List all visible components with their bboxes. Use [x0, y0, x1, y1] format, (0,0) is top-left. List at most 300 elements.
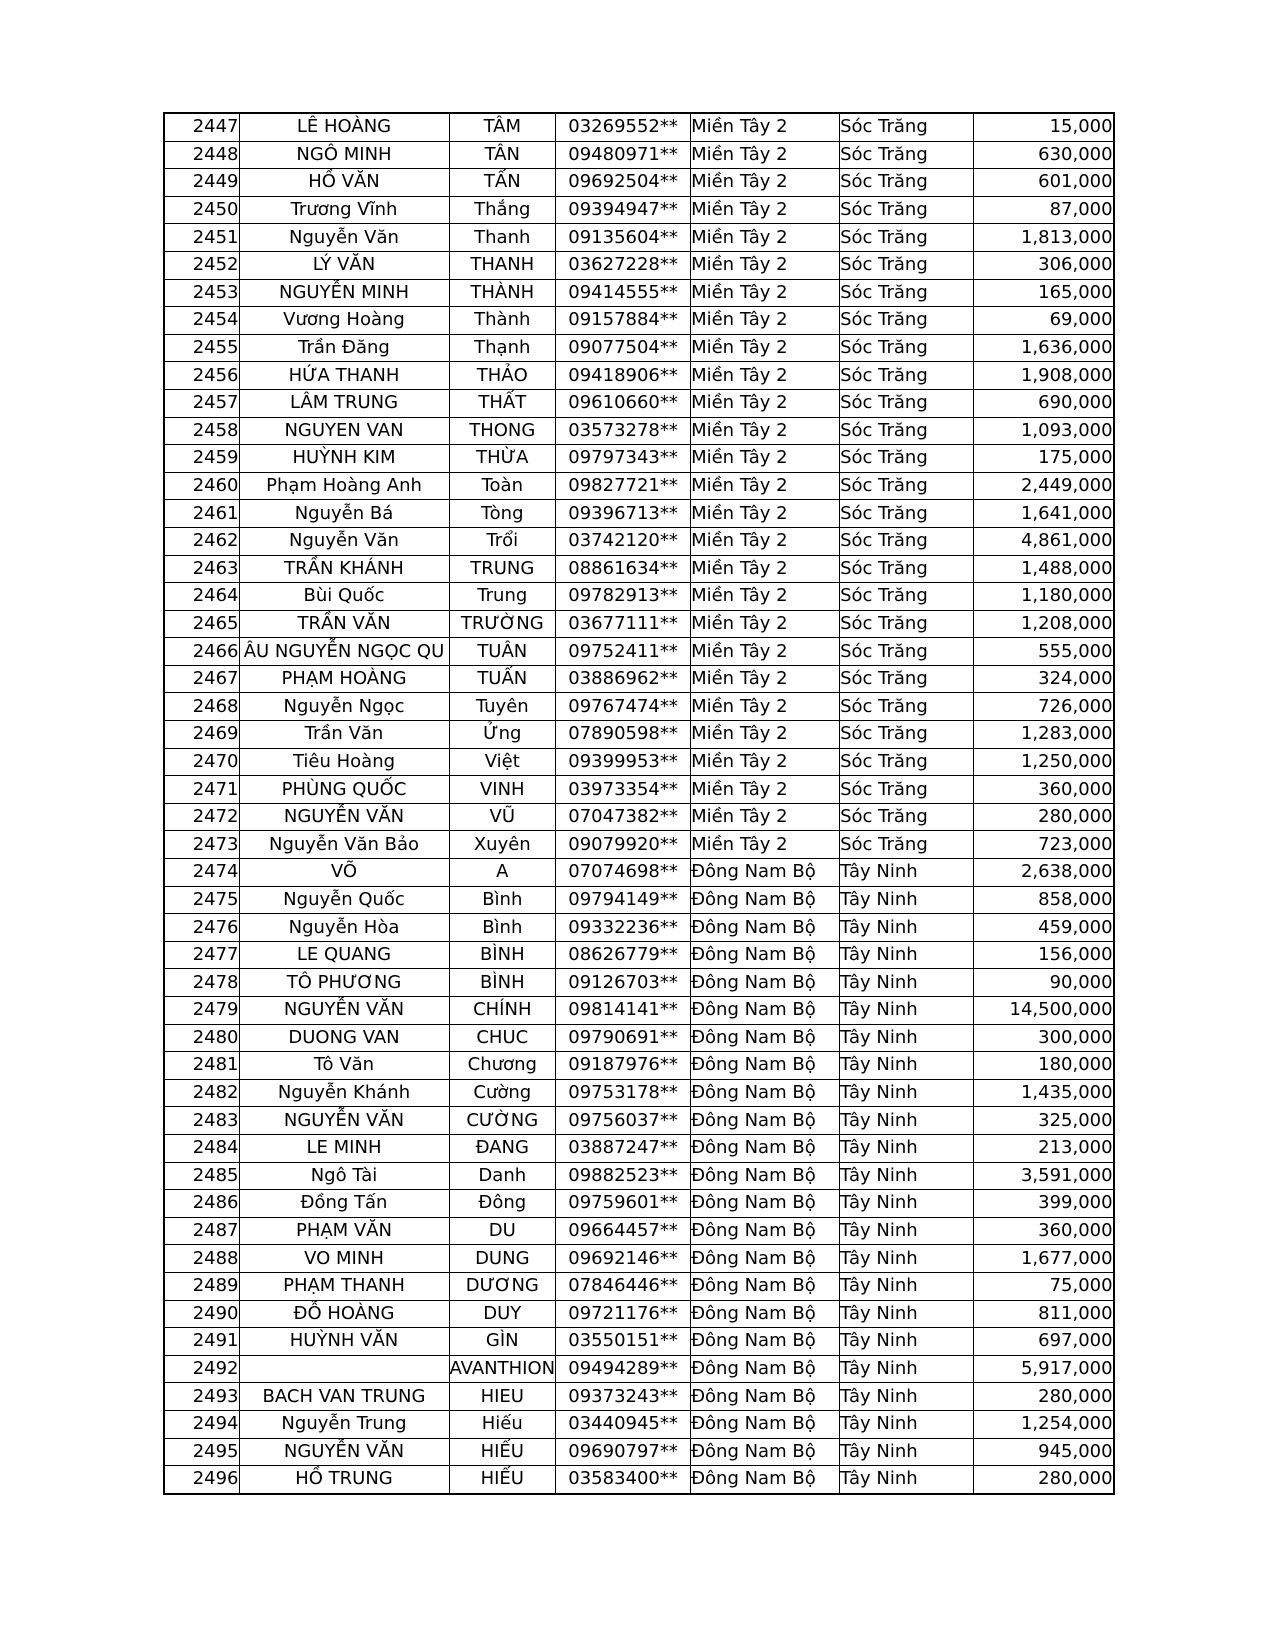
amount-cell: 14,500,000 — [974, 997, 1114, 1025]
region-cell: Đông Nam Bộ — [691, 1438, 840, 1466]
first-name-cell: Thắng — [449, 196, 556, 224]
row-number: 2489 — [164, 1272, 239, 1300]
province-cell: Sóc Trăng — [840, 251, 974, 279]
row-number: 2486 — [164, 1190, 239, 1218]
row-number: 2478 — [164, 969, 239, 997]
amount-cell: 175,000 — [974, 445, 1114, 473]
region-cell: Miền Tây 2 — [691, 169, 840, 197]
amount-cell: 4,861,000 — [974, 527, 1114, 555]
amount-cell: 1,180,000 — [974, 583, 1114, 611]
amount-cell: 75,000 — [974, 1272, 1114, 1300]
table-row — [164, 196, 1114, 224]
last-name-cell — [239, 1355, 449, 1383]
first-name-cell: Tuyên — [449, 693, 556, 721]
last-name-cell: NGUYỄN VĂN — [239, 803, 449, 831]
row-number: 2491 — [164, 1328, 239, 1356]
first-name-cell: AVANTHION — [449, 1355, 556, 1383]
row-number: 2468 — [164, 693, 239, 721]
province-cell: Sóc Trăng — [840, 169, 974, 197]
amount-cell: 3,591,000 — [974, 1162, 1114, 1190]
last-name-cell: ĐỖ HOÀNG — [239, 1300, 449, 1328]
phone-cell: 09782913** — [556, 583, 691, 611]
province-cell: Sóc Trăng — [840, 555, 974, 583]
amount-cell: 360,000 — [974, 776, 1114, 804]
phone-cell: 09794149** — [556, 886, 691, 914]
amount-cell: 5,917,000 — [974, 1355, 1114, 1383]
first-name-cell: CHÍNH — [449, 997, 556, 1025]
region-cell: Đông Nam Bộ — [691, 1217, 840, 1245]
row-number: 2461 — [164, 500, 239, 528]
amount-cell: 165,000 — [974, 279, 1114, 307]
row-number: 2476 — [164, 914, 239, 942]
last-name-cell: LE MINH — [239, 1134, 449, 1162]
phone-cell: 09332236** — [556, 914, 691, 942]
first-name-cell: Hiếu — [449, 1410, 556, 1438]
first-name-cell: THỪA — [449, 445, 556, 473]
first-name-cell: DUNG — [449, 1245, 556, 1273]
first-name-cell: DUY — [449, 1300, 556, 1328]
row-number: 2495 — [164, 1438, 239, 1466]
amount-cell: 69,000 — [974, 307, 1114, 335]
first-name-cell: CƯỜNG — [449, 1107, 556, 1135]
region-cell: Đông Nam Bộ — [691, 1190, 840, 1218]
first-name-cell: Trung — [449, 583, 556, 611]
last-name-cell: LÊ HOÀNG — [239, 113, 449, 141]
first-name-cell: HIẾU — [449, 1438, 556, 1466]
amount-cell: 697,000 — [974, 1328, 1114, 1356]
first-name-cell: TÂN — [449, 141, 556, 169]
row-number: 2455 — [164, 334, 239, 362]
region-cell: Miền Tây 2 — [691, 141, 840, 169]
last-name-cell: Tô Văn — [239, 1052, 449, 1080]
phone-cell: 03886962** — [556, 665, 691, 693]
phone-cell: 07047382** — [556, 803, 691, 831]
last-name-cell: Trần Văn — [239, 721, 449, 749]
table-row — [164, 527, 1114, 555]
province-cell: Tây Ninh — [840, 914, 974, 942]
phone-cell: 03269552** — [556, 113, 691, 141]
phone-cell: 03440945** — [556, 1410, 691, 1438]
table-row — [164, 859, 1114, 887]
province-cell: Tây Ninh — [840, 941, 974, 969]
region-cell: Miền Tây 2 — [691, 831, 840, 859]
last-name-cell: TRẦN KHÁNH — [239, 555, 449, 583]
row-number: 2449 — [164, 169, 239, 197]
phone-cell: 09767474** — [556, 693, 691, 721]
province-cell: Sóc Trăng — [840, 389, 974, 417]
last-name-cell: PHẠM HOÀNG — [239, 665, 449, 693]
region-cell: Miền Tây 2 — [691, 279, 840, 307]
province-cell: Tây Ninh — [840, 1328, 974, 1356]
phone-cell: 09882523** — [556, 1162, 691, 1190]
table-row — [164, 224, 1114, 252]
phone-cell: 09187976** — [556, 1052, 691, 1080]
amount-cell: 1,208,000 — [974, 610, 1114, 638]
last-name-cell: Nguyễn Trung — [239, 1410, 449, 1438]
row-number: 2457 — [164, 389, 239, 417]
region-cell: Đông Nam Bộ — [691, 1245, 840, 1273]
province-cell: Sóc Trăng — [840, 693, 974, 721]
row-number: 2496 — [164, 1466, 239, 1494]
row-number: 2479 — [164, 997, 239, 1025]
last-name-cell: Bùi Quốc — [239, 583, 449, 611]
region-cell: Miền Tây 2 — [691, 803, 840, 831]
first-name-cell: HIẾU — [449, 1466, 556, 1494]
region-cell: Miền Tây 2 — [691, 583, 840, 611]
region-cell: Đông Nam Bộ — [691, 1079, 840, 1107]
last-name-cell: Nguyễn Văn Bảo — [239, 831, 449, 859]
row-number: 2454 — [164, 307, 239, 335]
last-name-cell: Nguyễn Ngọc — [239, 693, 449, 721]
row-number: 2477 — [164, 941, 239, 969]
phone-cell: 08626779** — [556, 941, 691, 969]
first-name-cell: VŨ — [449, 803, 556, 831]
first-name-cell: GÌN — [449, 1328, 556, 1356]
province-cell: Tây Ninh — [840, 1410, 974, 1438]
first-name-cell: THÀNH — [449, 279, 556, 307]
first-name-cell: HIEU — [449, 1383, 556, 1411]
row-number: 2451 — [164, 224, 239, 252]
first-name-cell: CHUC — [449, 1024, 556, 1052]
phone-cell: 09157884** — [556, 307, 691, 335]
phone-cell: 09610660** — [556, 389, 691, 417]
province-cell: Sóc Trăng — [840, 445, 974, 473]
phone-cell: 09394947** — [556, 196, 691, 224]
row-number: 2473 — [164, 831, 239, 859]
phone-cell: 03973354** — [556, 776, 691, 804]
phone-cell: 03627228** — [556, 251, 691, 279]
last-name-cell: Nguyễn Khánh — [239, 1079, 449, 1107]
phone-cell: 09814141** — [556, 997, 691, 1025]
table-row — [164, 279, 1114, 307]
province-cell: Sóc Trăng — [840, 279, 974, 307]
table-row — [164, 417, 1114, 445]
phone-cell: 09126703** — [556, 969, 691, 997]
region-cell: Miền Tây 2 — [691, 776, 840, 804]
first-name-cell: TUÂN — [449, 638, 556, 666]
amount-cell: 1,250,000 — [974, 748, 1114, 776]
amount-cell: 324,000 — [974, 665, 1114, 693]
last-name-cell: Nguyễn Văn — [239, 224, 449, 252]
region-cell: Đông Nam Bộ — [691, 941, 840, 969]
region-cell: Đông Nam Bộ — [691, 1466, 840, 1494]
region-cell: Đông Nam Bộ — [691, 1383, 840, 1411]
last-name-cell: NGUYỄN MINH — [239, 279, 449, 307]
phone-cell: 09396713** — [556, 500, 691, 528]
table-row — [164, 113, 1114, 141]
phone-cell: 09077504** — [556, 334, 691, 362]
last-name-cell: Nguyễn Quốc — [239, 886, 449, 914]
last-name-cell: NGUYỄN VĂN — [239, 1438, 449, 1466]
province-cell: Tây Ninh — [840, 1217, 974, 1245]
row-number: 2469 — [164, 721, 239, 749]
table-row — [164, 1134, 1114, 1162]
first-name-cell: Ửng — [449, 721, 556, 749]
phone-cell: 09756037** — [556, 1107, 691, 1135]
table-row — [164, 693, 1114, 721]
table-row — [164, 141, 1114, 169]
amount-cell: 156,000 — [974, 941, 1114, 969]
row-number: 2466 — [164, 638, 239, 666]
row-number: 2485 — [164, 1162, 239, 1190]
province-cell: Tây Ninh — [840, 859, 974, 887]
phone-cell: 03573278** — [556, 417, 691, 445]
amount-cell: 360,000 — [974, 1217, 1114, 1245]
row-number: 2472 — [164, 803, 239, 831]
first-name-cell: BÌNH — [449, 941, 556, 969]
region-cell: Miền Tây 2 — [691, 555, 840, 583]
amount-cell: 1,283,000 — [974, 721, 1114, 749]
first-name-cell: Đông — [449, 1190, 556, 1218]
last-name-cell: Nguyễn Bá — [239, 500, 449, 528]
table-row — [164, 1272, 1114, 1300]
first-name-cell: BÌNH — [449, 969, 556, 997]
row-number: 2450 — [164, 196, 239, 224]
province-cell: Sóc Trăng — [840, 417, 974, 445]
first-name-cell: Thanh — [449, 224, 556, 252]
first-name-cell: Trổi — [449, 527, 556, 555]
table-row — [164, 969, 1114, 997]
first-name-cell: Tòng — [449, 500, 556, 528]
region-cell: Miền Tây 2 — [691, 196, 840, 224]
row-number: 2453 — [164, 279, 239, 307]
last-name-cell: PHẠM VĂN — [239, 1217, 449, 1245]
region-cell: Miền Tây 2 — [691, 389, 840, 417]
row-number: 2462 — [164, 527, 239, 555]
last-name-cell: HỒ VĂN — [239, 169, 449, 197]
last-name-cell: Trương Vĩnh — [239, 196, 449, 224]
amount-cell: 1,813,000 — [974, 224, 1114, 252]
phone-cell: 07074698** — [556, 859, 691, 887]
first-name-cell: Thành — [449, 307, 556, 335]
province-cell: Tây Ninh — [840, 1245, 974, 1273]
table-row — [164, 776, 1114, 804]
last-name-cell: Đồng Tấn — [239, 1190, 449, 1218]
row-number: 2448 — [164, 141, 239, 169]
first-name-cell: THONG — [449, 417, 556, 445]
row-number: 2484 — [164, 1134, 239, 1162]
table-row — [164, 1245, 1114, 1273]
province-cell: Tây Ninh — [840, 886, 974, 914]
province-cell: Tây Ninh — [840, 1052, 974, 1080]
province-cell: Tây Ninh — [840, 1355, 974, 1383]
table-row — [164, 251, 1114, 279]
amount-cell: 1,641,000 — [974, 500, 1114, 528]
province-cell: Tây Ninh — [840, 1134, 974, 1162]
table-row — [164, 334, 1114, 362]
phone-cell: 07890598** — [556, 721, 691, 749]
last-name-cell: NGUYEN VAN — [239, 417, 449, 445]
last-name-cell: LE QUANG — [239, 941, 449, 969]
table-row — [164, 665, 1114, 693]
amount-cell: 1,488,000 — [974, 555, 1114, 583]
amount-cell: 280,000 — [974, 803, 1114, 831]
province-cell: Sóc Trăng — [840, 307, 974, 335]
table-row — [164, 1052, 1114, 1080]
last-name-cell: VÕ — [239, 859, 449, 887]
amount-cell: 300,000 — [974, 1024, 1114, 1052]
table-row — [164, 886, 1114, 914]
table-body — [164, 113, 1114, 1494]
row-number: 2452 — [164, 251, 239, 279]
phone-cell: 03583400** — [556, 1466, 691, 1494]
phone-cell: 08861634** — [556, 555, 691, 583]
province-cell: Tây Ninh — [840, 1272, 974, 1300]
last-name-cell: HUỲNH KIM — [239, 445, 449, 473]
region-cell: Đông Nam Bộ — [691, 914, 840, 942]
last-name-cell: BACH VAN TRUNG — [239, 1383, 449, 1411]
amount-cell: 2,638,000 — [974, 859, 1114, 887]
last-name-cell: Nguyễn Hòa — [239, 914, 449, 942]
first-name-cell: ĐANG — [449, 1134, 556, 1162]
region-cell: Miền Tây 2 — [691, 527, 840, 555]
first-name-cell: Việt — [449, 748, 556, 776]
last-name-cell: HUỲNH VĂN — [239, 1328, 449, 1356]
first-name-cell: Toàn — [449, 472, 556, 500]
amount-cell: 601,000 — [974, 169, 1114, 197]
province-cell: Sóc Trăng — [840, 831, 974, 859]
data-table — [163, 112, 1115, 1495]
first-name-cell: Xuyên — [449, 831, 556, 859]
row-number: 2475 — [164, 886, 239, 914]
region-cell: Đông Nam Bộ — [691, 1052, 840, 1080]
first-name-cell: TRUNG — [449, 555, 556, 583]
region-cell: Miền Tây 2 — [691, 224, 840, 252]
row-number: 2471 — [164, 776, 239, 804]
region-cell: Miền Tây 2 — [691, 665, 840, 693]
phone-cell: 09135604** — [556, 224, 691, 252]
amount-cell: 630,000 — [974, 141, 1114, 169]
region-cell: Miền Tây 2 — [691, 748, 840, 776]
phone-cell: 03550151** — [556, 1328, 691, 1356]
region-cell: Miền Tây 2 — [691, 472, 840, 500]
table-row — [164, 472, 1114, 500]
last-name-cell: LÂM TRUNG — [239, 389, 449, 417]
phone-cell: 09079920** — [556, 831, 691, 859]
region-cell: Miền Tây 2 — [691, 445, 840, 473]
row-number: 2459 — [164, 445, 239, 473]
phone-cell: 09753178** — [556, 1079, 691, 1107]
region-cell: Miền Tây 2 — [691, 693, 840, 721]
first-name-cell: Thạnh — [449, 334, 556, 362]
table-row — [164, 997, 1114, 1025]
province-cell: Sóc Trăng — [840, 610, 974, 638]
table-row — [164, 1466, 1114, 1494]
row-number: 2492 — [164, 1355, 239, 1383]
first-name-cell: Cường — [449, 1079, 556, 1107]
table-row — [164, 1438, 1114, 1466]
first-name-cell: Chương — [449, 1052, 556, 1080]
province-cell: Sóc Trăng — [840, 362, 974, 390]
first-name-cell: Danh — [449, 1162, 556, 1190]
table-row — [164, 1328, 1114, 1356]
table-row — [164, 500, 1114, 528]
last-name-cell: HỒ TRUNG — [239, 1466, 449, 1494]
region-cell: Miền Tây 2 — [691, 113, 840, 141]
phone-cell: 09418906** — [556, 362, 691, 390]
table-row — [164, 748, 1114, 776]
table-row — [164, 803, 1114, 831]
province-cell: Sóc Trăng — [840, 776, 974, 804]
table-row — [164, 1107, 1114, 1135]
last-name-cell: VO MINH — [239, 1245, 449, 1273]
region-cell: Miền Tây 2 — [691, 721, 840, 749]
table-row — [164, 1024, 1114, 1052]
phone-cell: 03677111** — [556, 610, 691, 638]
province-cell: Tây Ninh — [840, 1466, 974, 1494]
amount-cell: 213,000 — [974, 1134, 1114, 1162]
amount-cell: 1,093,000 — [974, 417, 1114, 445]
first-name-cell: THANH — [449, 251, 556, 279]
last-name-cell: NGÔ MINH — [239, 141, 449, 169]
last-name-cell: PHÙNG QUỐC — [239, 776, 449, 804]
phone-cell: 09414555** — [556, 279, 691, 307]
table-row — [164, 169, 1114, 197]
phone-cell: 09721176** — [556, 1300, 691, 1328]
amount-cell: 280,000 — [974, 1466, 1114, 1494]
row-number: 2467 — [164, 665, 239, 693]
amount-cell: 690,000 — [974, 389, 1114, 417]
row-number: 2456 — [164, 362, 239, 390]
first-name-cell: VINH — [449, 776, 556, 804]
province-cell: Sóc Trăng — [840, 141, 974, 169]
amount-cell: 1,254,000 — [974, 1410, 1114, 1438]
amount-cell: 726,000 — [974, 693, 1114, 721]
row-number: 2480 — [164, 1024, 239, 1052]
amount-cell: 399,000 — [974, 1190, 1114, 1218]
table-row — [164, 1410, 1114, 1438]
first-name-cell: TUẤN — [449, 665, 556, 693]
province-cell: Tây Ninh — [840, 969, 974, 997]
region-cell: Đông Nam Bộ — [691, 997, 840, 1025]
table-row — [164, 1190, 1114, 1218]
last-name-cell: Nguyễn Văn — [239, 527, 449, 555]
row-number: 2465 — [164, 610, 239, 638]
first-name-cell: TÂM — [449, 113, 556, 141]
amount-cell: 1,677,000 — [974, 1245, 1114, 1273]
region-cell: Miền Tây 2 — [691, 307, 840, 335]
last-name-cell: NGUYỄN VĂN — [239, 997, 449, 1025]
province-cell: Tây Ninh — [840, 1107, 974, 1135]
first-name-cell: Bình — [449, 914, 556, 942]
region-cell: Đông Nam Bộ — [691, 1410, 840, 1438]
phone-cell: 09752411** — [556, 638, 691, 666]
amount-cell: 1,435,000 — [974, 1079, 1114, 1107]
first-name-cell: A — [449, 859, 556, 887]
amount-cell: 555,000 — [974, 638, 1114, 666]
last-name-cell: Tiêu Hoàng — [239, 748, 449, 776]
row-number: 2447 — [164, 113, 239, 141]
region-cell: Miền Tây 2 — [691, 638, 840, 666]
table-row — [164, 1300, 1114, 1328]
region-cell: Đông Nam Bộ — [691, 1107, 840, 1135]
row-number: 2482 — [164, 1079, 239, 1107]
table-row — [164, 1383, 1114, 1411]
phone-cell: 09399953** — [556, 748, 691, 776]
region-cell: Miền Tây 2 — [691, 500, 840, 528]
last-name-cell: Trần Đăng — [239, 334, 449, 362]
amount-cell: 1,636,000 — [974, 334, 1114, 362]
last-name-cell: HỨA THANH — [239, 362, 449, 390]
region-cell: Miền Tây 2 — [691, 251, 840, 279]
phone-cell: 09692504** — [556, 169, 691, 197]
table-row — [164, 362, 1114, 390]
amount-cell: 811,000 — [974, 1300, 1114, 1328]
province-cell: Sóc Trăng — [840, 113, 974, 141]
region-cell: Đông Nam Bộ — [691, 1300, 840, 1328]
row-number: 2493 — [164, 1383, 239, 1411]
province-cell: Tây Ninh — [840, 1190, 974, 1218]
